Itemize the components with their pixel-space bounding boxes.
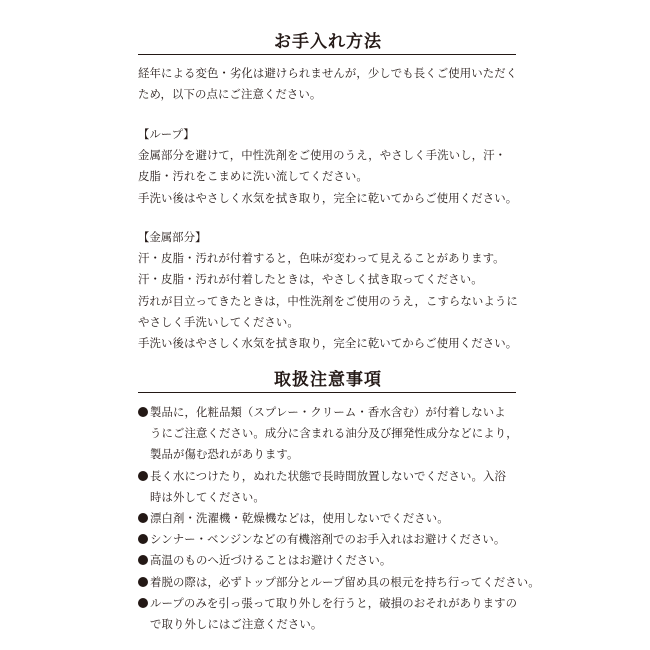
precaution-line: 高温のものへ近づけることはお避けください。 (150, 553, 392, 568)
precaution-line: 時は外してください。 (150, 489, 265, 504)
precaution-line: うにご注意ください。成分に含まれる油分及び揮発性成分などにより， (150, 426, 518, 441)
precaution-line: 製品に，化粧品類（スプレー・クリーム・香水含む）が付着しないよ (150, 405, 506, 419)
precaution-item (138, 529, 540, 550)
precautions-section-title: 取扱注意事項 (274, 370, 382, 390)
care-metal-heading: 【金属部分】 (138, 230, 207, 244)
care-intro-line: 経年による変色・劣化は避けられませんが，少しでも長くご使用いただく (138, 66, 518, 80)
precaution-item (138, 466, 540, 487)
care-metal-block (138, 227, 518, 354)
care-metal-line: 手洗い後はやさしく水気を拭き取り，完全に乾いてからご使用ください。 (138, 336, 518, 351)
precaution-item (138, 508, 540, 529)
bullet-dot-icon (138, 407, 148, 417)
precaution-line: で取り外しにはご注意ください。 (150, 617, 323, 632)
bullet-dot-icon (138, 534, 148, 544)
bullet-dot-icon (138, 598, 148, 608)
bullet-dot-icon (138, 513, 148, 523)
care-intro (138, 63, 517, 105)
care-loop-line: 手洗い後はやさしく水気を拭き取り，完全に乾いてからご使用ください。 (138, 190, 518, 205)
precautions-title-rule (138, 392, 516, 393)
care-metal-line: 汗・皮脂・汚れが付着したときは，やさしく拭き取ってください。 (138, 272, 483, 287)
bullet-dot-icon (138, 577, 148, 587)
care-loop-line: 金属部分を避けて，中性洗剤をご使用のうえ，やさしく手洗いし，汗・ (138, 148, 507, 163)
precaution-line: ループのみを引っ張って取り外しを行うと，破損のおそれがありますの (150, 595, 518, 610)
precaution-item (138, 550, 540, 571)
care-metal-line: 汚れが目立ってきたときは，中性洗剤をご使用のうえ，こすらないように (138, 293, 518, 308)
care-title-rule (138, 54, 516, 55)
precaution-item (138, 593, 540, 614)
precaution-line: 着脱の際は，必ずトップ部分とループ留め具の根元を持ち行ってください。 (150, 574, 540, 589)
precaution-line: 製品が傷む恐れがあります。 (150, 447, 299, 462)
bullet-dot-icon (138, 555, 148, 565)
precaution-item (138, 572, 540, 593)
precaution-line: 漂白剤・洗濯機・乾燥機などは，使用しないでください。 (150, 511, 449, 526)
care-loop-heading: 【ループ】 (138, 127, 195, 141)
bullet-dot-icon (138, 471, 148, 481)
care-metal-line: 汗・皮脂・汚れが付着すると，色味が変わって見えることがあります。 (138, 251, 505, 266)
care-intro-line: ため，以下の点にご注意ください。 (138, 87, 322, 102)
precaution-line: 長く水につけたり，ぬれた状態で長時間放置しないでください。入浴 (150, 468, 506, 483)
care-loop-line: 皮脂・汚れをこまめに洗い流してください。 (138, 169, 368, 184)
precaution-item (138, 402, 540, 423)
precautions-list (138, 402, 540, 635)
care-section-title: お手入れ方法 (274, 32, 382, 52)
care-metal-line: やさしく手洗いしてください。 (138, 314, 299, 329)
care-loop-block (138, 124, 517, 209)
precaution-line: シンナー・ベンジンなどの有機溶剤でのお手入れはお避けください。 (150, 532, 506, 547)
